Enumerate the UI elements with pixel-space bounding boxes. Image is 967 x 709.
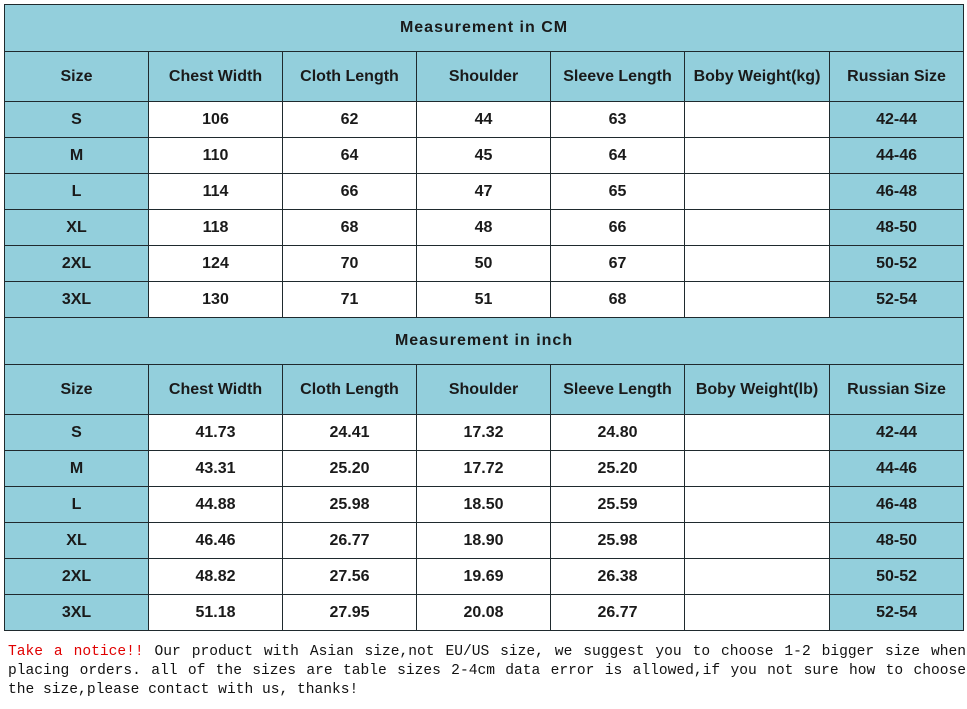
table-row (5, 595, 964, 631)
russian-size-cell: 44-46 (830, 138, 964, 174)
inch-header-row (5, 365, 964, 415)
table-row (5, 415, 964, 451)
inch-title-row (5, 318, 964, 365)
size-cell: S (5, 415, 149, 451)
russian-size-cell: 42-44 (830, 415, 964, 451)
size-cell: M (5, 138, 149, 174)
cm-title-row (5, 5, 964, 52)
table-cell (685, 174, 830, 210)
table-cell: 64 (551, 138, 685, 174)
russian-size-cell: 52-54 (830, 282, 964, 318)
table-cell: 70 (283, 246, 417, 282)
table-cell: 25.20 (551, 451, 685, 487)
table-cell: 66 (283, 174, 417, 210)
table-cell: 44 (417, 102, 551, 138)
column-header: Shoulder (417, 52, 551, 102)
table-cell: 26.77 (551, 595, 685, 631)
russian-size-cell: 52-54 (830, 595, 964, 631)
table-cell: 26.77 (283, 523, 417, 559)
column-header: Russian Size (830, 52, 964, 102)
table-cell: 26.38 (551, 559, 685, 595)
cm-section-title: Measurement in CM (5, 5, 964, 52)
size-table (4, 4, 964, 631)
table-cell: 63 (551, 102, 685, 138)
column-header: Shoulder (417, 365, 551, 415)
table-cell: 25.98 (283, 487, 417, 523)
column-header: Boby Weight(lb) (685, 365, 830, 415)
table-row (5, 559, 964, 595)
table-cell (685, 595, 830, 631)
table-cell: 67 (551, 246, 685, 282)
size-cell: L (5, 174, 149, 210)
table-cell (685, 487, 830, 523)
column-header: Size (5, 52, 149, 102)
table-cell: 43.31 (149, 451, 283, 487)
table-cell: 130 (149, 282, 283, 318)
table-cell: 24.41 (283, 415, 417, 451)
russian-size-cell: 50-52 (830, 246, 964, 282)
table-cell: 68 (283, 210, 417, 246)
size-cell: M (5, 451, 149, 487)
table-cell: 50 (417, 246, 551, 282)
table-cell (685, 415, 830, 451)
column-header: Cloth Length (283, 365, 417, 415)
table-cell: 46.46 (149, 523, 283, 559)
table-cell: 71 (283, 282, 417, 318)
table-cell: 27.95 (283, 595, 417, 631)
size-cell: L (5, 487, 149, 523)
table-cell: 66 (551, 210, 685, 246)
column-header: Sleeve Length (551, 52, 685, 102)
table-cell: 45 (417, 138, 551, 174)
table-cell: 51.18 (149, 595, 283, 631)
table-cell: 27.56 (283, 559, 417, 595)
column-header: Boby Weight(kg) (685, 52, 830, 102)
table-cell (685, 210, 830, 246)
table-cell: 24.80 (551, 415, 685, 451)
table-row (5, 523, 964, 559)
table-cell (685, 523, 830, 559)
russian-size-cell: 48-50 (830, 523, 964, 559)
table-cell (685, 102, 830, 138)
table-cell: 106 (149, 102, 283, 138)
table-cell (685, 138, 830, 174)
column-header: Cloth Length (283, 52, 417, 102)
table-cell: 62 (283, 102, 417, 138)
table-cell: 114 (149, 174, 283, 210)
table-cell: 25.98 (551, 523, 685, 559)
table-cell (685, 282, 830, 318)
russian-size-cell: 46-48 (830, 174, 964, 210)
table-cell: 124 (149, 246, 283, 282)
table-row (5, 451, 964, 487)
table-row (5, 246, 964, 282)
size-chart (4, 4, 966, 698)
size-cell: 3XL (5, 595, 149, 631)
notice-body: Our product with Asian size,not EU/US size, we suggest you to choose 1-2 bigger size when placing orders. all of the sizes are table sizes 2-4cm data error is allowed,if you not sure how to choose the size,please contact with us, thanks! (8, 644, 966, 698)
column-header: Russian Size (830, 365, 964, 415)
russian-size-cell: 46-48 (830, 487, 964, 523)
size-cell: 3XL (5, 282, 149, 318)
table-cell: 48 (417, 210, 551, 246)
column-header: Chest Width (149, 365, 283, 415)
table-cell: 68 (551, 282, 685, 318)
table-cell: 51 (417, 282, 551, 318)
size-cell: S (5, 102, 149, 138)
table-cell: 44.88 (149, 487, 283, 523)
table-cell: 25.59 (551, 487, 685, 523)
russian-size-cell: 42-44 (830, 102, 964, 138)
table-row (5, 174, 964, 210)
table-cell: 25.20 (283, 451, 417, 487)
table-cell: 17.72 (417, 451, 551, 487)
russian-size-cell: 44-46 (830, 451, 964, 487)
size-table-body (5, 5, 964, 631)
table-row (5, 487, 964, 523)
table-cell (685, 451, 830, 487)
table-row (5, 282, 964, 318)
table-cell: 41.73 (149, 415, 283, 451)
table-cell: 18.50 (417, 487, 551, 523)
inch-section-title: Measurement in inch (5, 318, 964, 365)
size-cell: 2XL (5, 559, 149, 595)
column-header: Sleeve Length (551, 365, 685, 415)
russian-size-cell: 50-52 (830, 559, 964, 595)
column-header: Size (5, 365, 149, 415)
table-cell (685, 559, 830, 595)
table-cell: 17.32 (417, 415, 551, 451)
table-cell: 64 (283, 138, 417, 174)
table-cell: 65 (551, 174, 685, 210)
table-cell (685, 246, 830, 282)
cm-header-row (5, 52, 964, 102)
table-cell: 110 (149, 138, 283, 174)
table-row (5, 102, 964, 138)
table-cell: 19.69 (417, 559, 551, 595)
size-cell: 2XL (5, 246, 149, 282)
table-cell: 20.08 (417, 595, 551, 631)
table-cell: 47 (417, 174, 551, 210)
table-cell: 48.82 (149, 559, 283, 595)
russian-size-cell: 48-50 (830, 210, 964, 246)
table-row (5, 138, 964, 174)
size-cell: XL (5, 210, 149, 246)
notice-label: Take a notice!! (8, 644, 144, 660)
table-row (5, 210, 964, 246)
column-header: Chest Width (149, 52, 283, 102)
notice-text (8, 643, 966, 700)
table-cell: 118 (149, 210, 283, 246)
size-cell: XL (5, 523, 149, 559)
table-cell: 18.90 (417, 523, 551, 559)
